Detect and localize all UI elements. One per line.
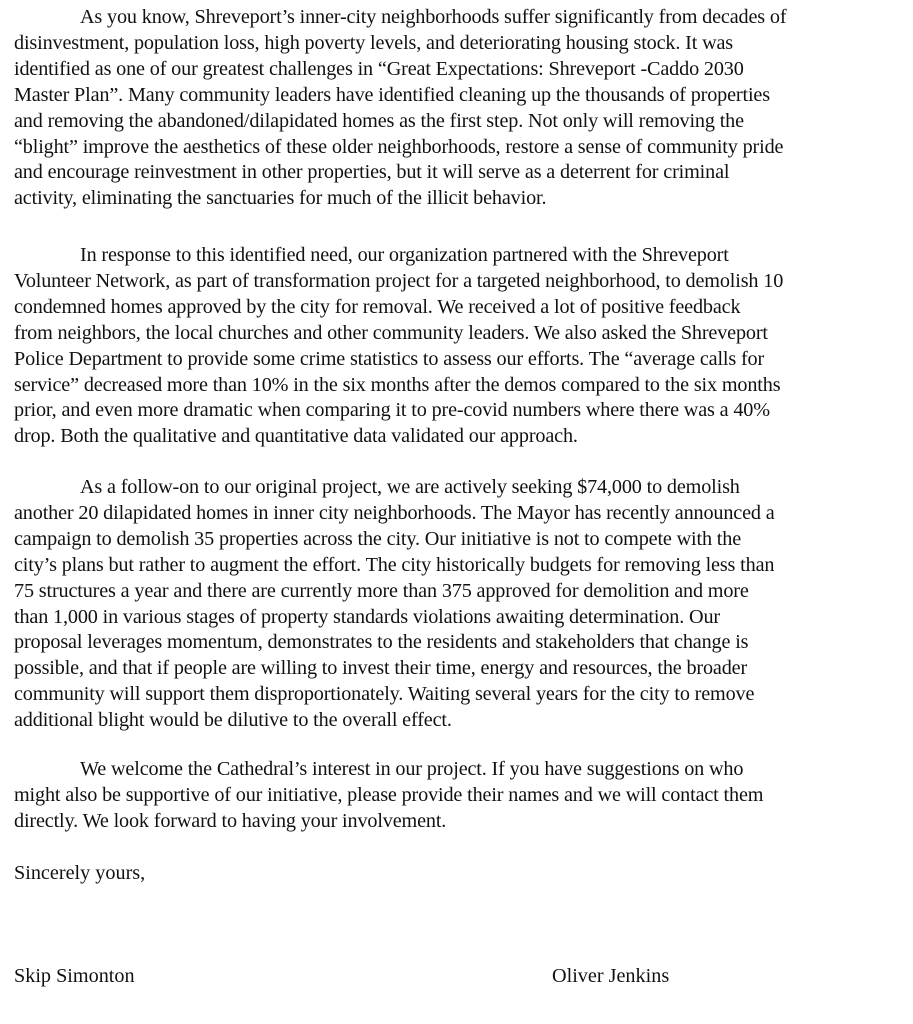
text-line: city’s plans but rather to augment the effort. The city historically budgets for removing less than: [14, 553, 775, 576]
text-line: from neighbors, the local churches and other community leaders. We also asked the Shreveport: [14, 321, 768, 344]
text-line: possible, and that if people are willing to invest their time, energy and resources, the broader: [14, 657, 748, 680]
text-line: In response to this identified need, our organization partnered with the Shreveport: [80, 244, 729, 266]
text-line: community will support them disproportionately. Waiting several years for the city to remove: [14, 683, 755, 706]
text-line: 75 structures a year and there are currently more than 375 approved for demolition and more: [14, 579, 749, 602]
text-line: prior, and even more dramatic when comparing it to pre-covid numbers where there was a 40%: [14, 399, 770, 422]
text-line: and encourage reinvestment in other properties, but it will serve as a deterrent for criminal: [14, 161, 730, 184]
signatory-name: Oliver Jenkins: [552, 965, 670, 987]
text-line: than 1,000 in various stages of property standards violations awaiting determination. Our: [14, 605, 720, 628]
paragraph-funding-request: [14, 475, 894, 734]
text-line: another 20 dilapidated homes in inner city neighborhoods. The Mayor has recently announced a: [14, 501, 775, 524]
text-line: “blight” improve the aesthetics of these older neighborhoods, restore a sense of community pride: [14, 135, 784, 158]
text-line: proposal leverages momentum, demonstrates to the residents and stakeholders that change is: [14, 631, 749, 654]
text-line: Volunteer Network, as part of transformation project for a targeted neighborhood, to demolish 10: [14, 269, 784, 292]
paragraph-pilot-project-results: [14, 243, 894, 450]
paragraph-neighborhood-challenges: [14, 5, 894, 212]
text-line: Police Department to provide some crime statistics to assess our efforts. The “average calls for: [14, 347, 765, 370]
text-line: service” decreased more than 10% in the six months after the demos compared to the six months: [14, 373, 781, 396]
text-line: identified as one of our greatest challenges in “Great Expectations: Shreveport -Caddo 2030: [14, 57, 744, 80]
paragraph-invitation: [14, 757, 894, 835]
text-line: and removing the abandoned/dilapidated homes as the first step. Not only will removing the: [14, 109, 744, 132]
text-line: disinvestment, population loss, high poverty levels, and deteriorating housing stock. It was: [14, 31, 734, 54]
text-line: We welcome the Cathedral’s interest in our project. If you have suggestions on who: [80, 758, 744, 780]
text-line: condemned homes approved by the city for removal. We received a lot of positive feedback: [14, 295, 741, 318]
signatory-name: Skip Simonton: [14, 965, 135, 987]
text-line: additional blight would be dilutive to the overall effect.: [14, 709, 452, 732]
text-line: Master Plan”. Many community leaders have identified cleaning up the thousands of properties: [14, 83, 770, 106]
text-line: might also be supportive of our initiative, please provide their names and we will contact them: [14, 783, 764, 806]
closing-salutation: Sincerely yours,: [14, 862, 146, 884]
text-line: campaign to demolish 35 properties across the city. Our initiative is not to compete with the: [14, 527, 742, 550]
text-line: directly. We look forward to having your involvement.: [14, 809, 447, 832]
text-line: drop. Both the qualitative and quantitative data validated our approach.: [14, 425, 578, 448]
text-line: As a follow-on to our original project, we are actively seeking $74,000 to demolish: [80, 476, 740, 498]
text-line: As you know, Shreveport’s inner-city neighborhoods suffer significantly from decades of: [80, 6, 787, 28]
text-line: activity, eliminating the sanctuaries for much of the illicit behavior.: [14, 187, 547, 210]
